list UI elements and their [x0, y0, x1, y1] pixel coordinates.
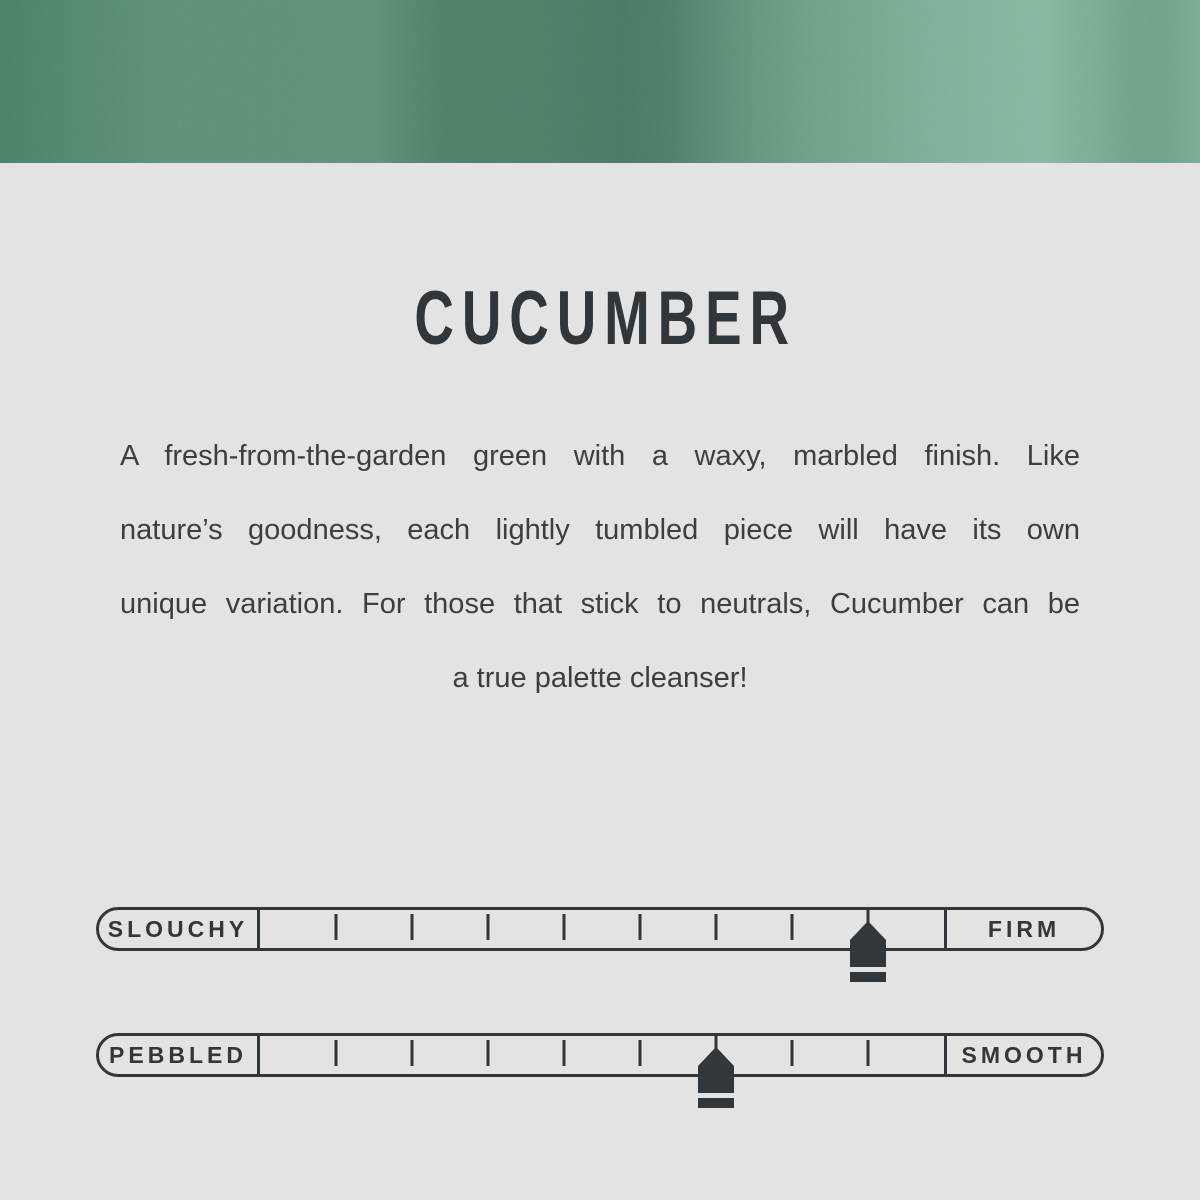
tick-mark	[715, 914, 718, 940]
tick-mark	[791, 1040, 794, 1066]
tick-mark	[715, 1040, 718, 1066]
tick-mark	[410, 1040, 413, 1066]
tick-mark	[639, 914, 642, 940]
slouchy-firm-scale	[96, 907, 1104, 951]
scale-right-label: FIRM	[944, 910, 1101, 948]
leather-texture-image	[0, 0, 1200, 163]
description-line: A fresh-from-the-garden green with a waxy, marbled finish. Like	[120, 440, 1080, 472]
tick-mark	[639, 1040, 642, 1066]
tick-mark	[867, 1040, 870, 1066]
color-name-heading	[0, 276, 1200, 361]
scale-track	[260, 910, 944, 948]
tick-mark	[867, 914, 870, 940]
tick-mark	[334, 914, 337, 940]
color-description	[120, 419, 1080, 715]
pebbled-smooth-scale	[96, 1033, 1104, 1077]
tick-mark	[334, 1040, 337, 1066]
tick-mark	[410, 914, 413, 940]
color-name-text: CUCUMBER	[414, 276, 797, 361]
tick-mark	[486, 1040, 489, 1066]
scale-left-label: SLOUCHY	[99, 910, 260, 948]
leather-texture-banner	[0, 0, 1200, 163]
description-line: nature’s goodness, each lightly tumbled piece will have its own	[120, 514, 1080, 546]
tick-mark	[791, 914, 794, 940]
scale-left-label: PEBBLED	[99, 1036, 260, 1074]
description-line: unique variation. For those that stick to neutrals, Cucumber can be	[120, 588, 1080, 620]
tick-mark	[562, 914, 565, 940]
tick-mark	[486, 914, 489, 940]
description-line: a true palette cleanser!	[452, 662, 748, 694]
scale-track	[260, 1036, 944, 1074]
tick-mark	[562, 1040, 565, 1066]
scale-right-label: SMOOTH	[944, 1036, 1101, 1074]
